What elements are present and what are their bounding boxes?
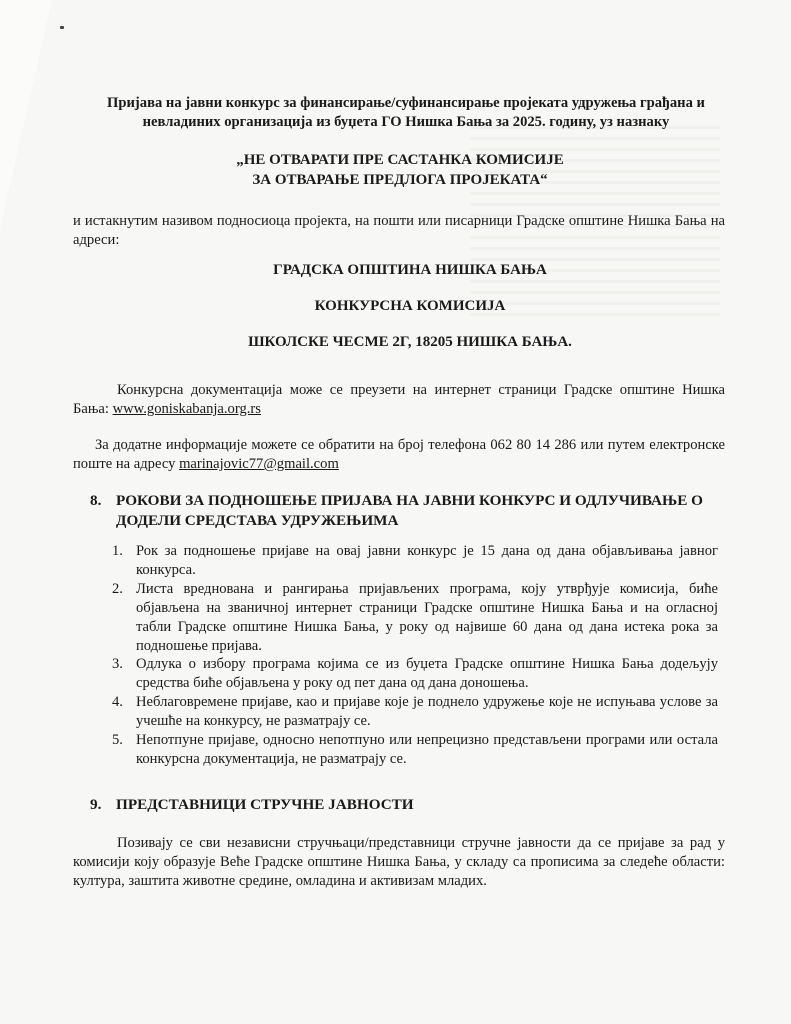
section-9-heading: [90, 795, 730, 815]
list-item-number: 1.: [112, 543, 123, 559]
section-8-title-line-2: ДОДЕЛИ СРЕДСТАВА УДРУЖЕЊИМА: [116, 512, 399, 529]
delivery-instructions: и истакнутим називом подносиоца пројекта, на пошти или писарници Градске општине Нишка Бања на адреси:: [73, 213, 725, 248]
section-8-number: 8.: [90, 492, 102, 509]
list-item-text: Одлука о избору програма којима се из буџета Градске општине Нишка Бања додељују средства биће објављена у року од пет дана од дана доношења.: [136, 656, 718, 691]
list-item-text: Листа вреднована и рангирања пријављених програма, коју утврђује комисија, биће објављена на званичној интернет страници Градске општине Нишка Бања и на огласној табли Градске општине Нишка Бања, у року од највише 60 дана од дана истека рока за подношење пријава.: [136, 581, 718, 654]
list-item-text: Рок за подношење пријаве на овај јавни конкурс је 15 дана од дана објављивања јавног конкурса.: [136, 543, 718, 578]
section-9-title: ПРЕДСТАВНИЦИ СТРУЧНЕ ЈАВНОСТИ: [116, 796, 414, 813]
section-8-heading: [90, 491, 730, 531]
list-item-number: 2.: [112, 581, 123, 597]
contact-paragraph: [73, 436, 725, 474]
list-item-number: 3.: [112, 656, 123, 672]
section-8-title-line-1: РОКОВИ ЗА ПОДНОШЕЊЕ ПРИЈАВА НА ЈАВНИ КОНКУРС И ОДЛУЧИВАЊЕ О: [116, 492, 703, 509]
section-9-paragraph: Позивају се сви независни стручњаци/представници стручне јавности да се пријаве за рад у комисији коју образује Веће Градске општине Нишка Бања, у складу са прописима за следеће области: култура, заштита животне средине, омладина и активизам младих.: [73, 835, 725, 889]
website-link[interactable]: www.goniskabanja.org.rs: [112, 401, 261, 417]
list-item-number: 4.: [112, 694, 123, 710]
list-item-text: Неблаговремене пријаве, као и пријаве које је поднело удружење које не испуњава услове за учешће на конкурсу, не разматрају се.: [136, 694, 718, 729]
notice-line-2: ЗА ОТВАРАЊЕ ПРЕДЛОГА ПРОЈЕКАТА“: [252, 172, 548, 188]
heading-line-1: Пријава на јавни конкурс за финансирање/суфинансирање пројеката удружења грађана и: [107, 95, 705, 111]
email-link[interactable]: marinajovic77@gmail.com: [179, 456, 339, 472]
submission-heading: [66, 94, 746, 132]
notice-line-1: „НЕ ОТВАРАТИ ПРЕ САСТАНКА КОМИСИЈЕ: [236, 152, 564, 168]
do-not-open-notice: [200, 150, 600, 190]
documentation-paragraph: [73, 381, 725, 419]
contact-text: За додатне информације можете се обратити на број телефона 062 80 14 286 или путем електронске поште на адресу: [73, 437, 725, 472]
section-9-number: 9.: [90, 796, 102, 813]
heading-line-2: невладиних организација из буџета ГО Нишка Бања за 2025. годину, уз назнаку: [142, 114, 670, 130]
address-line-1: ГРАДСКА ОПШТИНА НИШКА БАЊА: [273, 262, 547, 278]
address-block: [110, 260, 710, 352]
list-item-number: 5.: [112, 732, 123, 748]
speck: [60, 26, 64, 29]
folded-corner: [0, 0, 52, 230]
documentation-text: Конкурсна документација може се преузети на интернет страници Градске општине Нишка Бања:: [73, 382, 725, 417]
address-line-3: ШКОЛСКЕ ЧЕСМЕ 2Г, 18205 НИШКА БАЊА.: [248, 334, 572, 350]
address-line-2: КОНКУРСНА КОМИСИЈА: [314, 298, 506, 314]
list-item-text: Непотпуне пријаве, односно непотпуно или непрецизно представљени програми или остала конкурсна документација, не разматрају се.: [136, 732, 718, 767]
